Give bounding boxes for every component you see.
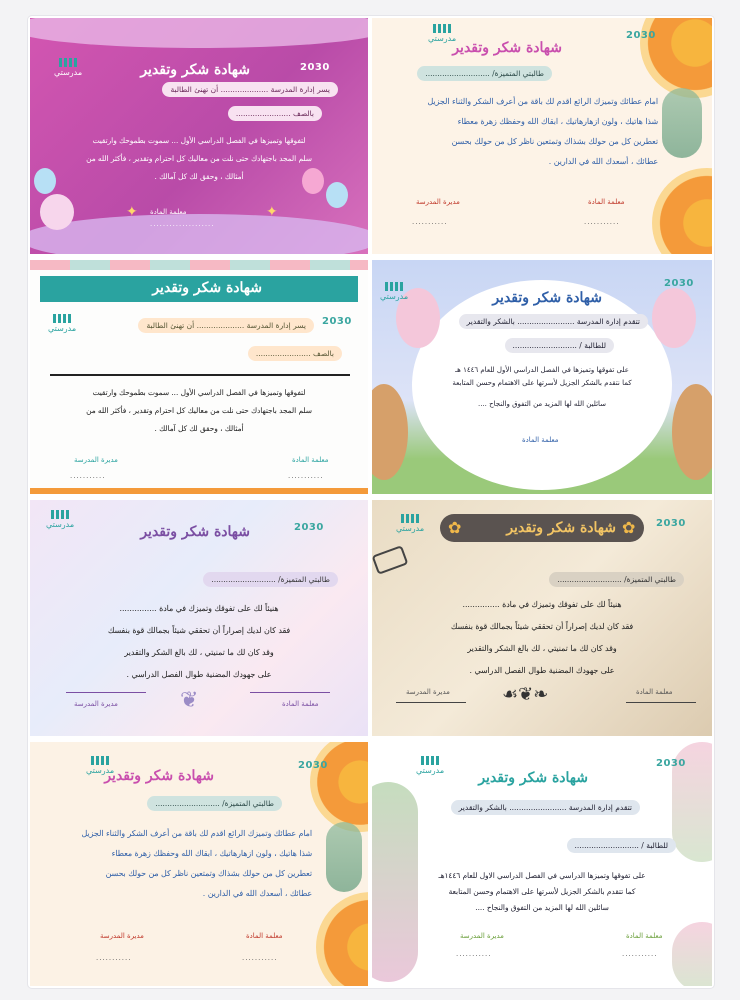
- certificate-card-pastel[interactable]: [30, 500, 368, 736]
- signature-dots: ...........: [242, 954, 278, 962]
- certificate-body: [30, 598, 368, 686]
- star-icon: ✦: [126, 204, 138, 220]
- certificate-card-princess[interactable]: [372, 260, 712, 494]
- teacher-signature-label: معلمة المادة: [150, 208, 187, 216]
- body-line: هنيئاً لك على تفوقك وتميزك في مادة ...............: [119, 604, 279, 613]
- signature-dots: ...........: [584, 218, 620, 226]
- certificate-title: شهادة شكر وتقدير: [104, 768, 214, 784]
- madrasati-logo: مدرستي: [86, 756, 114, 775]
- body-line: سلم المجد باجتهادك حتى نلت من معاليك كل احترام وتقدير ، فأكثر الله من: [86, 154, 312, 163]
- body-line: فقد كان لديك إصراراً أن تحققي شيئاً بجمالك قوة بنفسك: [107, 626, 291, 635]
- header-pill: تتقدم إدارة المدرسة ........................ بالشكر والتقدير: [451, 800, 640, 815]
- body-line: لتفوقها وتميزها في الفصل الدراسي الأول ... سموت بطموحك وارتقيت: [92, 136, 306, 145]
- body-line: على تفوقها وتميزها في الفصل الدراسي الأول للعام ١٤٤٦ هـ: [455, 366, 629, 374]
- flower-decoration: [672, 922, 712, 986]
- leaf-decoration: [662, 88, 702, 158]
- body-line: عطائك ، أسعدك الله في الدارين .: [548, 157, 658, 166]
- madrasati-logo: مدرستي: [380, 282, 408, 301]
- vision-2030-logo: 2030: [656, 758, 686, 769]
- princess-icon: [652, 288, 696, 348]
- principal-signature-label: مديرة المدرسة: [416, 198, 460, 206]
- signature-dots: ...........: [70, 472, 106, 480]
- certificate-body: [82, 824, 312, 904]
- body-line: كما نتقدم بالشكر الجزيل لأسرتها على الاهتمام وحسن المتابعة: [452, 379, 632, 387]
- certificate-body: [372, 594, 712, 682]
- student-pill: للطالبة / ...........................: [505, 338, 614, 353]
- certificate-title: شهادة شكر وتقدير: [452, 40, 562, 56]
- body-line: على جهودك المضنية طوال الفصل الدراسي .: [469, 666, 615, 675]
- vision-2030-logo: 2030: [626, 30, 656, 41]
- body-line: وقد كان لك ما تمنيتي ، لك بالغ الشكر والتقدير: [124, 648, 274, 657]
- signature-line: [626, 702, 696, 703]
- class-pill: بالصف .......................: [248, 346, 342, 361]
- madrasati-logo: مدرستي: [416, 756, 444, 775]
- body-line: على جهودك المضنية طوال الفصل الدراسي .: [126, 670, 272, 679]
- certificate-title: شهادة شكر وتقدير: [140, 524, 250, 540]
- madrasati-logo: مدرستي: [48, 314, 76, 333]
- flower-decoration: [316, 892, 368, 986]
- body-line: شذا هاتيك ، ولون ازهارهاتيك ، ابقاك الله وحفظك زهرة معطاء: [457, 117, 658, 126]
- certificate-gallery: [28, 16, 714, 988]
- certificate-card-flowers[interactable]: [372, 18, 712, 254]
- vision-2030-logo: 2030: [294, 522, 324, 533]
- certificate-card-pink[interactable]: [30, 18, 368, 254]
- body-line: سلم المجد باجتهادك حتى نلت من معاليك كل احترام وتقدير ، فأكثر الله من: [86, 406, 312, 415]
- madrasati-logo: مدرستي: [396, 514, 424, 533]
- certificate-title: شهادة شكر وتقدير: [492, 290, 602, 306]
- madrasati-logo: مدرستي: [54, 58, 82, 77]
- body-line: سائلين الله لها المزيد من التفوق والنجاح ....: [475, 903, 609, 912]
- body-line: امام عطائك وتميزك الرائع اقدم لك باقة من أعرف الشكر والثناء الجزيل: [81, 829, 312, 838]
- teacher-signature-label: معلمة المادة: [292, 456, 329, 464]
- student-pill: طالبتي المتميزة/ ...........................: [203, 572, 338, 587]
- signature-dots: ...........: [96, 954, 132, 962]
- body-line: تعطرين كل من حولك بشذاك وتمتعين ناظر كل من حولك بحسن: [451, 137, 658, 146]
- body-line: كما تتقدم بالشكر الجزيل لأسرتها على الاهتمام وحسن المتابعة: [448, 887, 636, 896]
- vision-2030-logo: 2030: [300, 62, 330, 73]
- certificate-card-parchment[interactable]: [372, 500, 712, 736]
- body-line: عطائك ، أسعدك الله في الدارين .: [202, 889, 312, 898]
- vision-2030-logo: 2030: [322, 316, 352, 327]
- cloud-decoration: [30, 18, 368, 48]
- scroll-icon: [372, 545, 408, 575]
- signature-dots: ...........: [412, 218, 448, 226]
- body-line: امام عطائك وتميزك الرائع اقدم لك باقة من أعرف الشكر والثناء الجزيل: [427, 97, 658, 106]
- princess-icon: [672, 384, 712, 480]
- student-pill: طالبتي المتميزة/ ...........................: [417, 66, 552, 81]
- butterfly-icon: ❦: [180, 688, 199, 713]
- teacher-signature-label: معلمة المادة: [626, 932, 663, 940]
- signature-dots: ....................: [150, 220, 215, 228]
- stripe-decoration: [30, 260, 368, 270]
- body-line: على تفوقها وتميزها الدراسي في الفصل الدراسي الاول للعام ١٤٤٦هـ: [438, 871, 646, 880]
- certificate-title: شهادة شكر وتقدير: [506, 520, 616, 536]
- certificate-body: [372, 364, 712, 390]
- certificate-title: شهادة شكر وتقدير: [140, 62, 250, 78]
- header-pill: يسر إدارة المدرسة .................... أن تهنئ الطالبة: [162, 82, 338, 97]
- body-line: وقد كان لك ما تمنيتي ، لك بالغ الشكر والتقدير: [467, 644, 617, 653]
- vision-2030-logo: 2030: [664, 278, 694, 289]
- flower-decoration: [652, 168, 712, 254]
- ornament-icon: ❧❦☙: [502, 684, 549, 705]
- certificate-card-floral-white[interactable]: [372, 742, 712, 986]
- certificate-title: شهادة شكر وتقدير: [152, 280, 262, 296]
- certificate-title: شهادة شكر وتقدير: [478, 770, 588, 786]
- principal-signature-label: مديرة المدرسة: [406, 688, 450, 696]
- body-line: أمثالك ، وحقق لك كل آمالك .: [154, 172, 244, 181]
- certificate-card-teal-banner[interactable]: [30, 260, 368, 494]
- closing-line: سائلين الله لها المزيد من التفوق والنجاح ....: [477, 400, 607, 408]
- body-line: لتفوقها وتميزها في الفصل الدراسي الأول ... سموت بطموحك وارتقيت: [92, 388, 306, 397]
- leaf-decoration: [326, 822, 362, 892]
- certificate-body: [30, 384, 368, 438]
- unicorn-icon: [40, 194, 74, 230]
- flower-icon: ✿: [448, 518, 462, 537]
- principal-signature-label: مديرة المدرسة: [74, 456, 118, 464]
- divider: [50, 374, 350, 376]
- student-pill: طالبتي المتميزة/ ...........................: [549, 572, 684, 587]
- body-line: أمثالك ، وحقق لك كل آمالك .: [154, 424, 244, 433]
- principal-signature-label: مديرة المدرسة: [74, 700, 118, 708]
- signature-line: [66, 692, 146, 693]
- stripe-decoration: [30, 488, 368, 494]
- class-pill: بالصف .......................: [228, 106, 322, 121]
- body-line: فقد كان لديك إصراراً أن تحققي شيئاً بجمالك قوة بنفسك: [450, 622, 634, 631]
- flower-decoration: [310, 742, 368, 832]
- certificate-body: [428, 92, 658, 172]
- body-line: تعطرين كل من حولك بشذاك وتمتعين ناظر كل من حولك بحسن: [105, 869, 312, 878]
- header-pill: يسر إدارة المدرسة .................... أن تهنئ الطالبة: [138, 318, 314, 333]
- madrasati-logo: مدرستي: [46, 510, 74, 529]
- principal-signature-label: مديرة المدرسة: [460, 932, 504, 940]
- signature-dots: ...........: [288, 472, 324, 480]
- teacher-signature-label: معلمة المادة: [588, 198, 625, 206]
- star-icon: ✦: [266, 204, 278, 220]
- princess-icon: [372, 384, 408, 480]
- student-pill: طالبتي المتميزة/ ...........................: [147, 796, 282, 811]
- body-line: شذا هاتيك ، ولون ازهارهاتيك ، ابقاك الله وحفظك زهرة معطاء: [111, 849, 312, 858]
- certificate-card-flowers-2[interactable]: [30, 742, 368, 986]
- teacher-signature-label: معلمة المادة: [282, 700, 319, 708]
- teacher-signature-label: معلمة المادة: [246, 932, 283, 940]
- header-pill: تتقدم إدارة المدرسة ........................ بالشكر والتقدير: [459, 314, 648, 329]
- signature-line: [396, 702, 466, 703]
- certificate-body: [30, 132, 368, 186]
- signature-line: [250, 692, 330, 693]
- student-pill: للطالبة / ...........................: [567, 838, 676, 853]
- signature-dots: ...........: [456, 950, 492, 958]
- flower-icon: ✿: [622, 518, 636, 537]
- principal-signature-label: مديرة المدرسة: [100, 932, 144, 940]
- teacher-signature-label: معلمة المادة: [522, 436, 559, 444]
- teacher-signature-label: معلمة المادة: [636, 688, 673, 696]
- madrasati-logo: مدرستي: [428, 24, 456, 43]
- signature-dots: ...........: [622, 950, 658, 958]
- vision-2030-logo: 2030: [656, 518, 686, 529]
- body-line: هنيئاً لك على تفوقك وتميزك في مادة ...............: [462, 600, 622, 609]
- vision-2030-logo: 2030: [298, 760, 328, 771]
- certificate-body: [372, 868, 712, 916]
